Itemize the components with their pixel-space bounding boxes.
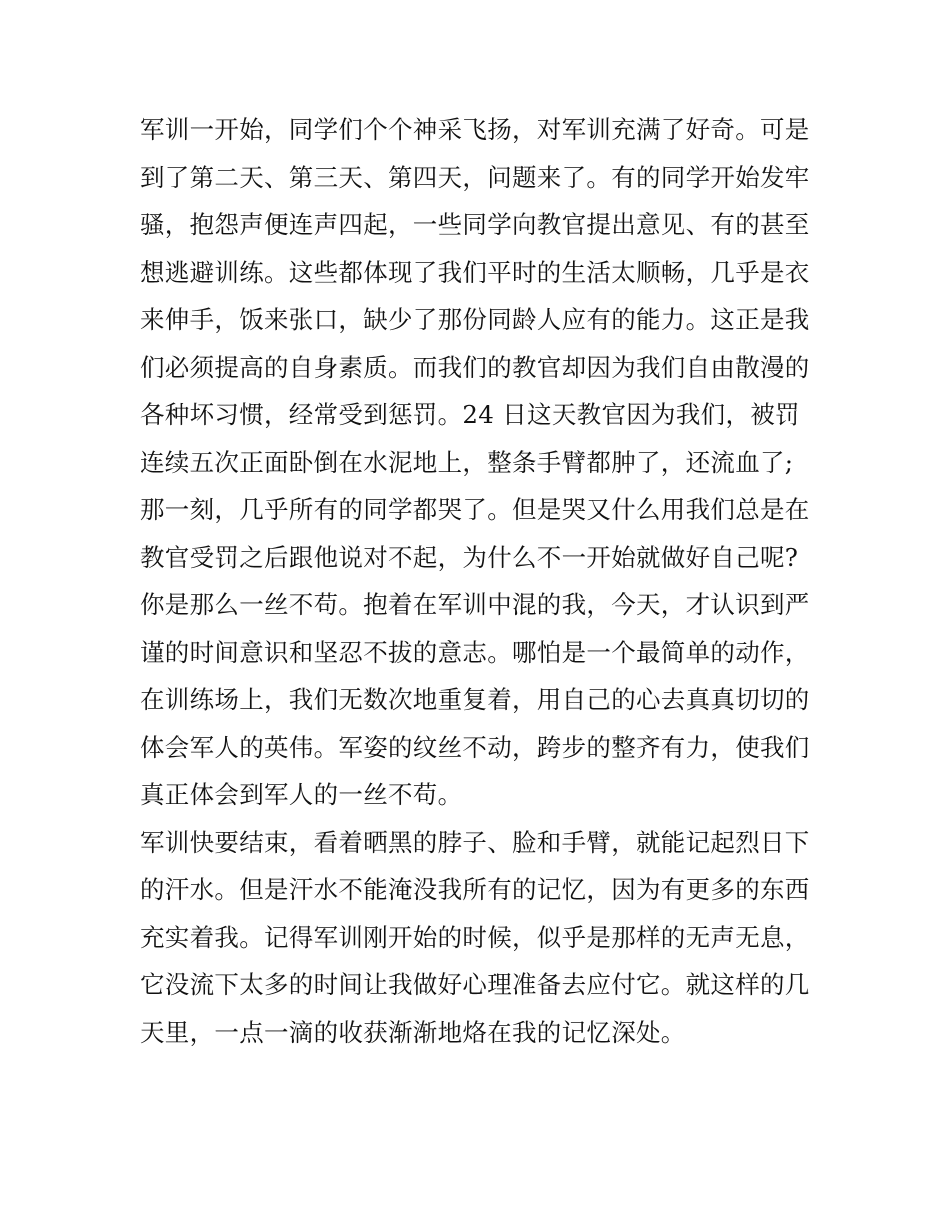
text-line: 体会军人的英伟。军姿的纹丝不动，跨步的整齐有力，使我们 — [140, 732, 810, 762]
paragraph-2 — [140, 819, 820, 1057]
text-line: 那一刻，几乎所有的同学都哭了。但是哭又什么用我们总是在 — [140, 495, 810, 524]
paragraph-1 — [140, 106, 820, 819]
text-line: 来伸手，饭来张口，缺少了那份同龄人应有的能力。这正是我 — [140, 305, 810, 334]
text-line: 的汗水。但是汗水不能淹没我所有的记忆，因为有更多的东西 — [140, 875, 810, 904]
text-line: 你是那么一丝不苟。抱着在军训中混的我，今天，才认识到严 — [140, 590, 810, 619]
text-line: 想逃避训练。这些都体现了我们平时的生活太顺畅，几乎是衣 — [140, 257, 810, 287]
text-line: 各种坏习惯，经常受到惩罚。24 日这天教官因为我们，被罚 — [140, 400, 800, 429]
text-line: 们必须提高的自身素质。而我们的教官却因为我们自由散漫的 — [140, 352, 810, 382]
text-line: 真正体会到军人的一丝不苟。 — [140, 780, 463, 809]
text-line: 充实着我。记得军训刚开始的时候，似乎是那样的无声无息， — [140, 922, 810, 952]
document-body — [140, 106, 820, 1056]
text-line: 连续五次正面卧倒在水泥地上，整条手臂都肿了，还流血了; — [140, 447, 794, 477]
text-line: 军训快要结束，看着晒黑的脖子、脸和手臂，就能记起烈日下 — [140, 827, 810, 857]
text-line: 它没流下太多的时间让我做好心理准备去应付它。就这样的几 — [140, 970, 810, 999]
text-line: 天里，一点一滴的收获渐渐地烙在我的记忆深处。 — [140, 1017, 686, 1047]
text-line: 谨的时间意识和坚忍不拔的意志。哪怕是一个最简单的动作， — [140, 637, 810, 667]
text-line: 在训练场上，我们无数次地重复着，用自己的心去真真切切的 — [140, 685, 810, 714]
text-line: 骚，抱怨声便连声四起，一些同学向教官提出意见、有的甚至 — [140, 210, 810, 239]
text-line: 到了第二天、第三天、第四天，问题来了。有的同学开始发牢 — [140, 162, 810, 192]
text-line: 教官受罚之后跟他说对不起，为什么不一开始就做好自己呢? — [140, 542, 799, 572]
text-line: 军训一开始，同学们个个神采飞扬，对军训充满了好奇。可是 — [140, 115, 810, 144]
